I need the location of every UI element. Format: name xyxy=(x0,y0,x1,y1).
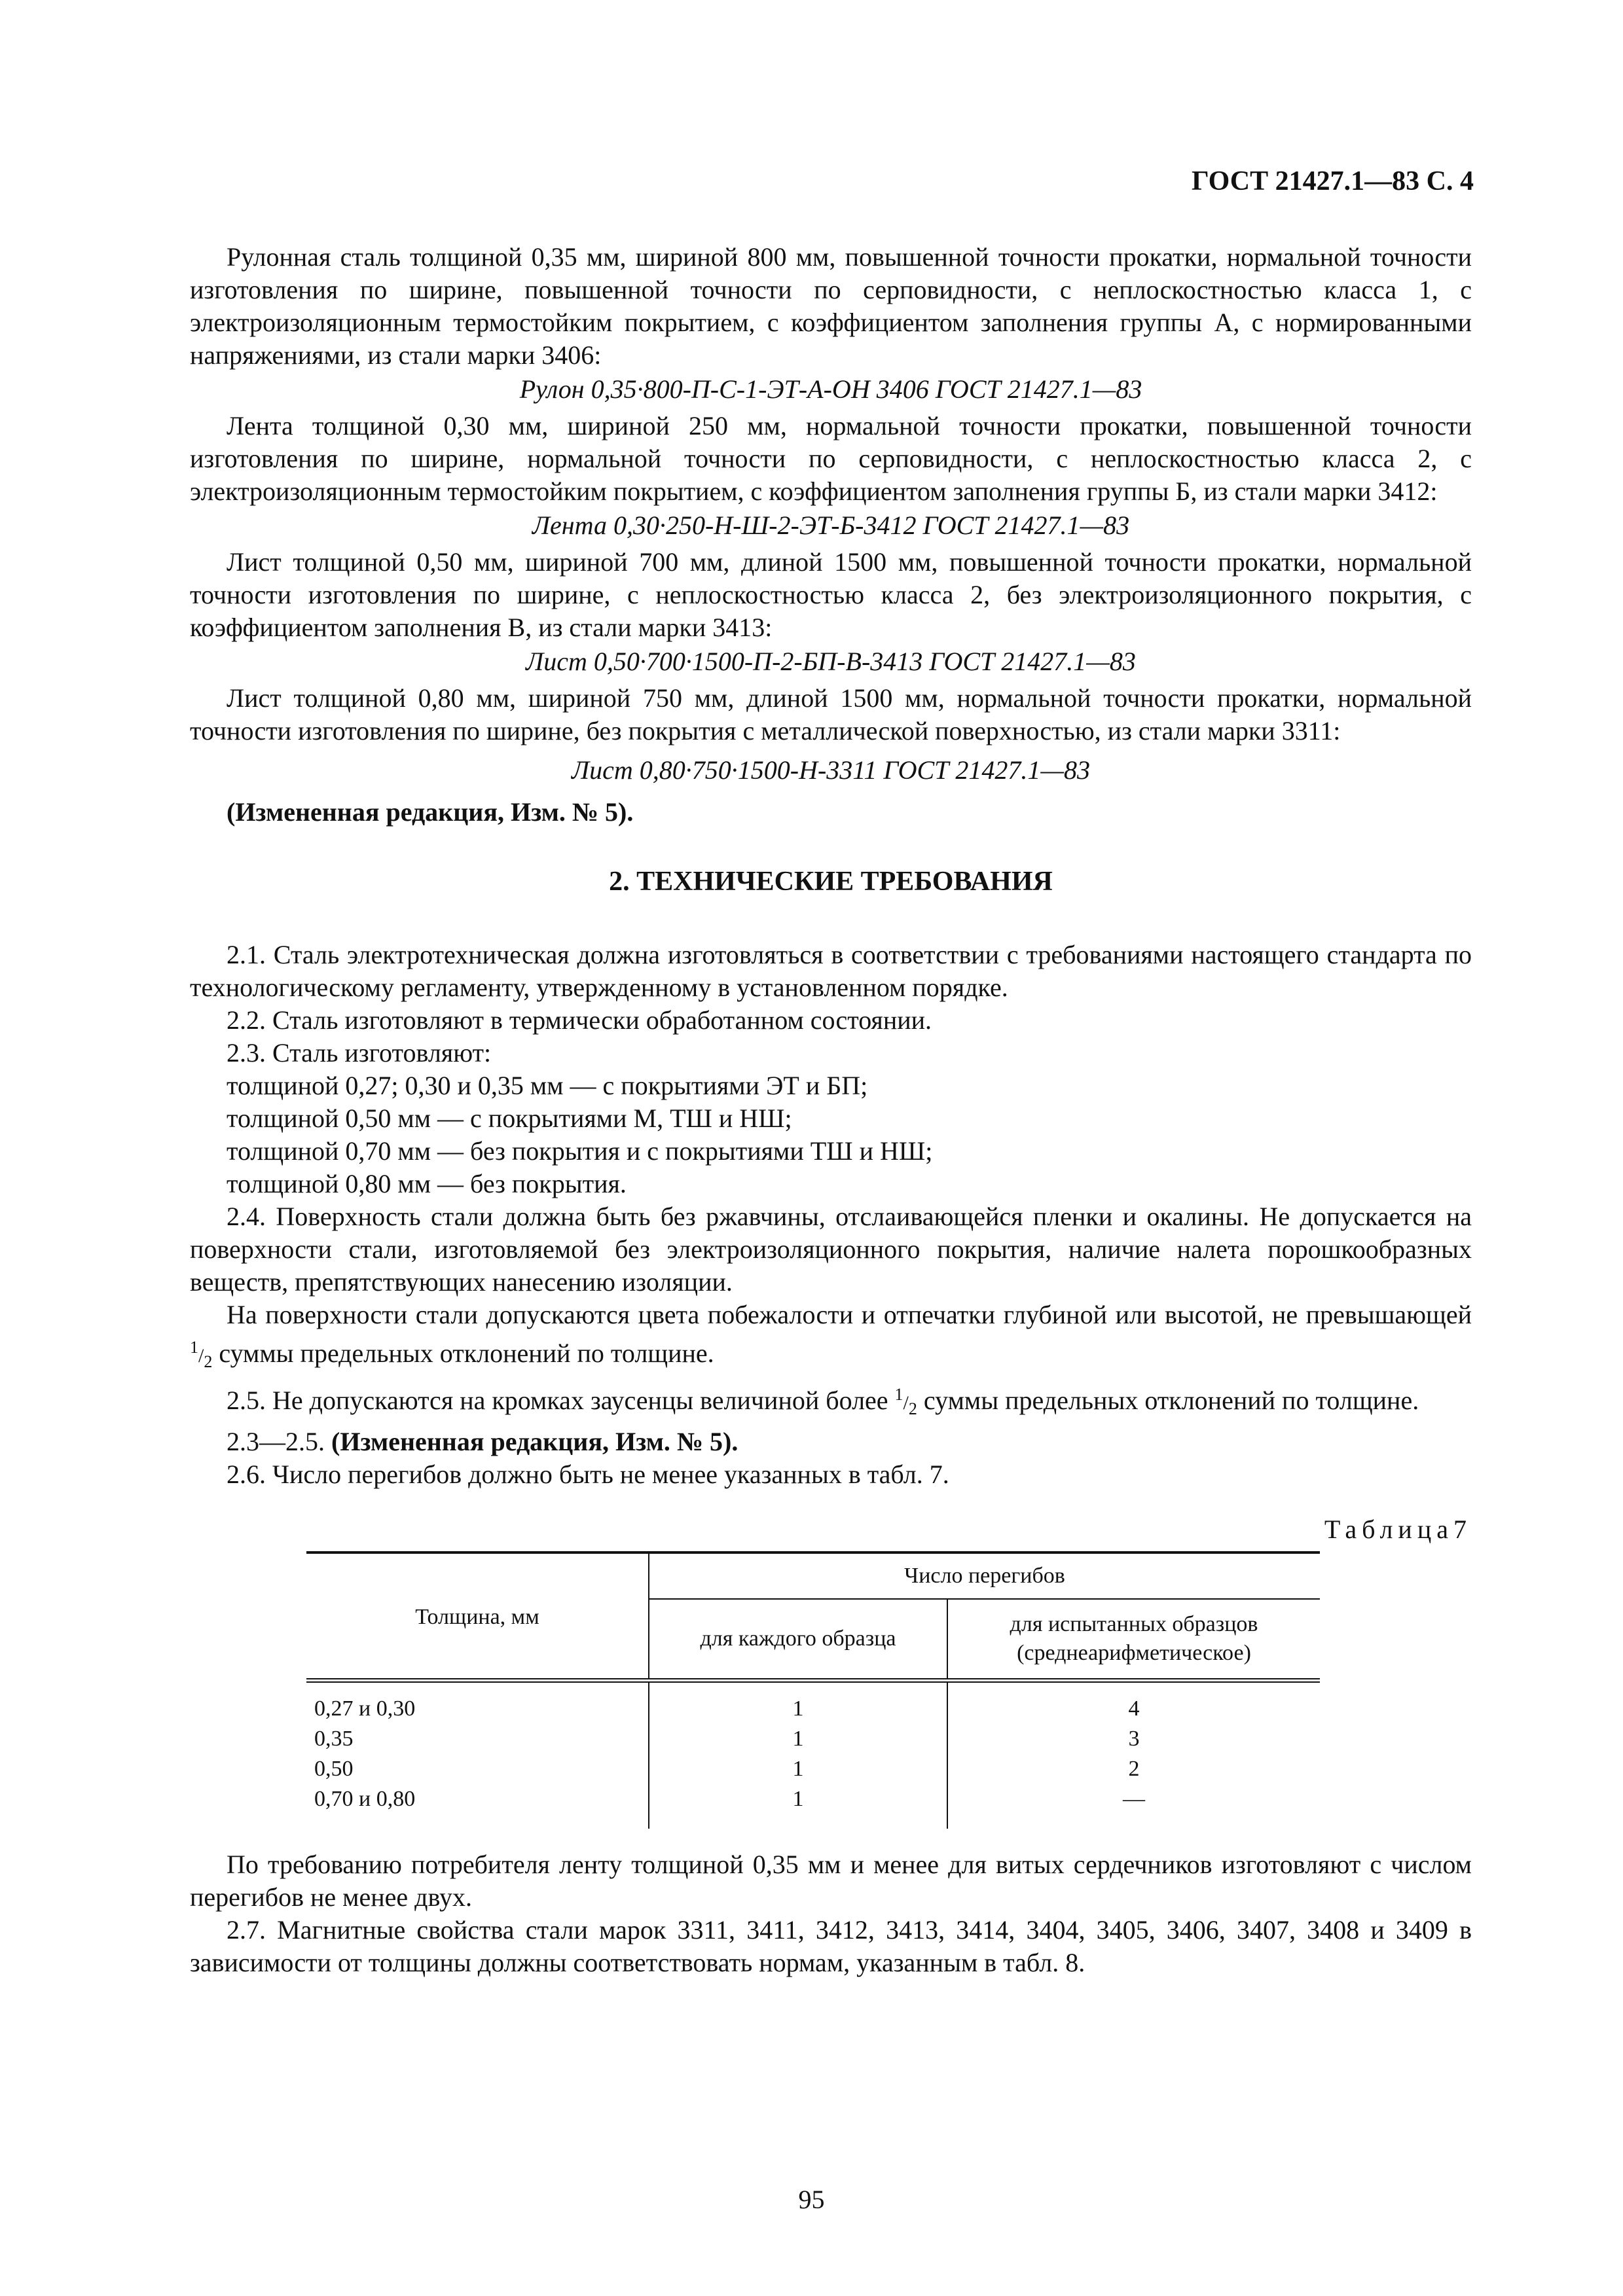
fraction-half: $^1/_2$ xyxy=(894,1385,917,1418)
clause-2-4-note-part1: На поверхности стали допускаются цвета побежалости и отпечатки глубиной или высотой, не превышающей xyxy=(227,1300,1472,1329)
clause-2-2: 2.2. Сталь изготовляют в термически обработанном состоянии. xyxy=(227,1005,932,1035)
example-4-designation: Лист 0,80·750·1500-Н-3311 ГОСТ 21427.1—83 xyxy=(572,755,1090,785)
clause-2-3-item-c: толщиной 0,70 мм — без покрытия и с покрытиями ТШ и НШ; xyxy=(227,1136,933,1166)
table-7-caption: Таблица7 xyxy=(1324,1515,1472,1544)
amendment-note-2-text: (Измененная редакция, Изм. № 5). xyxy=(331,1427,739,1456)
cell-tested: — xyxy=(1123,1786,1145,1811)
page-header: ГОСТ 21427.1—83 С. 4 xyxy=(1191,166,1474,196)
cell-tested: 2 xyxy=(1128,1756,1140,1781)
cell-each: 1 xyxy=(649,1754,947,1784)
amendment-note-2 xyxy=(190,1426,1472,1458)
bend-requirement-note: По требованию потребителя ленту толщиной 0,35 мм и менее для витых сердечников изготовляют с числом перегибов не менее двух. xyxy=(190,1849,1472,1912)
cell-each: 1 xyxy=(649,1724,947,1754)
clause-2-5-part1: 2.5. Не допускаются на кромках заусенцы величиной более xyxy=(227,1386,888,1415)
clause-2-3-item-a: толщиной 0,27; 0,30 и 0,35 мм — с покрытиями ЭТ и БП; xyxy=(227,1071,868,1100)
page-number: 95 xyxy=(798,2185,825,2214)
clause-2-5 xyxy=(190,1378,1472,1426)
example-2-text: Лента толщиной 0,30 мм, шириной 250 мм, нормальной точности прокатки, повышенной точности изготовления по ширине, нормальной точности по серповидности, с неплоскостностью класса 2, с электроизоляционным термостойким покрытием, с коэффициентом заполнения группы Б, из стали марки 3412: xyxy=(190,411,1472,506)
table-7 xyxy=(306,1551,1320,1829)
clause-2-5-part2: суммы предельных отклонений по толщине. xyxy=(923,1386,1419,1415)
column-header-tested-samples: для испытанных образцов (среднеарифметическое) xyxy=(1010,1612,1258,1665)
example-3-text: Лист толщиной 0,50 мм, шириной 700 мм, длиной 1500 мм, повышенной точности прокатки, нормальной точности изготовления по ширине, с неплоскостностью класса 2, без электроизоляционного покрытия, с коэффициентом заполнения В, из стали марки 3413: xyxy=(190,547,1472,642)
clause-2-7: 2.7. Магнитные свойства стали марок 3311, 3411, 3412, 3413, 3414, 3404, 3405, 3406, 3407, 3408 и 3409 в зависимости от толщины должны соответствовать нормам, указанным в табл. 8. xyxy=(190,1914,1472,1977)
clauses xyxy=(190,939,1472,1491)
example-2-designation: Лента 0,30·250-Н-Ш-2-ЭТ-Б-3412 ГОСТ 21427.1—83 xyxy=(532,511,1130,540)
example-1-text: Рулонная сталь толщиной 0,35 мм, шириной 800 мм, повышенной точности прокатки, нормальной точности изготовления по ширине, повышенной точности по серповидности, с неплоскостностью класса 1, с электроизоляционным термостойким покрытием, с коэффициентом заполнения группы А, с нормированными напряжениями, из стали марки 3406: xyxy=(190,242,1472,370)
clause-2-1: 2.1. Сталь электротехническая должна изготовляться в соответствии с требованиями настоящего стандарта по технологическому регламенту, утвержденному в установленном порядке. xyxy=(190,940,1472,1002)
fraction-half: $^1/_2$ xyxy=(190,1338,213,1371)
amendment-note-1: (Измененная редакция, Изм. № 5). xyxy=(227,797,634,827)
clause-2-3: 2.3. Сталь изготовляют: xyxy=(227,1038,492,1067)
clause-2-6: 2.6. Число перегибов должно быть не менее указанных в табл. 7. xyxy=(227,1460,949,1489)
column-header-thickness: Толщина, мм xyxy=(306,1552,649,1681)
column-header-each-sample: для каждого образца xyxy=(649,1599,947,1681)
document-body xyxy=(190,241,1472,1979)
example-4-text: Лист толщиной 0,80 мм, шириной 750 мм, длиной 1500 мм, нормальной точности прокатки, нормальной точности изготовления по ширине, без покрытия с металлической поверхностью, из стали марки 3311: xyxy=(190,683,1472,745)
cell-tested: 4 xyxy=(1128,1696,1140,1721)
clause-2-3-item-d: толщиной 0,80 мм — без покрытия. xyxy=(227,1169,627,1198)
cell-thickness: 0,35 xyxy=(306,1724,649,1754)
table-row xyxy=(306,1724,1320,1754)
cell-each: 1 xyxy=(649,1694,947,1724)
section-title: 2. ТЕХНИЧЕСКИЕ ТРЕБОВАНИЯ xyxy=(609,867,1053,897)
table-row xyxy=(306,1784,1320,1814)
example-3-designation: Лист 0,50·700·1500-П-2-БП-В-3413 ГОСТ 21427.1—83 xyxy=(526,647,1136,676)
table-row xyxy=(306,1694,1320,1724)
clause-2-4: 2.4. Поверхность стали должна быть без ржавчины, отслаивающейся пленки и окалины. Не допускается на поверхности стали, изготовляемой без электроизоляционного покрытия, наличие налета порошкообразных веществ, препятствующих нанесению изоляции. xyxy=(190,1202,1472,1297)
cell-thickness: 0,27 и 0,30 xyxy=(306,1694,649,1724)
column-header-bends: Число перегибов xyxy=(649,1552,1320,1599)
clause-2-4-note xyxy=(190,1299,1472,1378)
cell-thickness: 0,70 и 0,80 xyxy=(306,1784,649,1814)
amendment-note-2-prefix: 2.3—2.5. xyxy=(227,1427,325,1456)
cell-tested: 3 xyxy=(1128,1726,1140,1751)
example-1-designation: Рулон 0,35·800-П-С-1-ЭТ-А-ОН 3406 ГОСТ 21427.1—83 xyxy=(519,374,1142,404)
cell-thickness: 0,50 xyxy=(306,1754,649,1784)
cell-each: 1 xyxy=(649,1784,947,1814)
table-row xyxy=(306,1754,1320,1784)
clause-2-4-note-part2: суммы предельных отклонений по толщине. xyxy=(219,1338,714,1368)
clause-2-3-item-b: толщиной 0,50 мм — с покрытиями М, ТШ и НШ; xyxy=(227,1103,792,1133)
